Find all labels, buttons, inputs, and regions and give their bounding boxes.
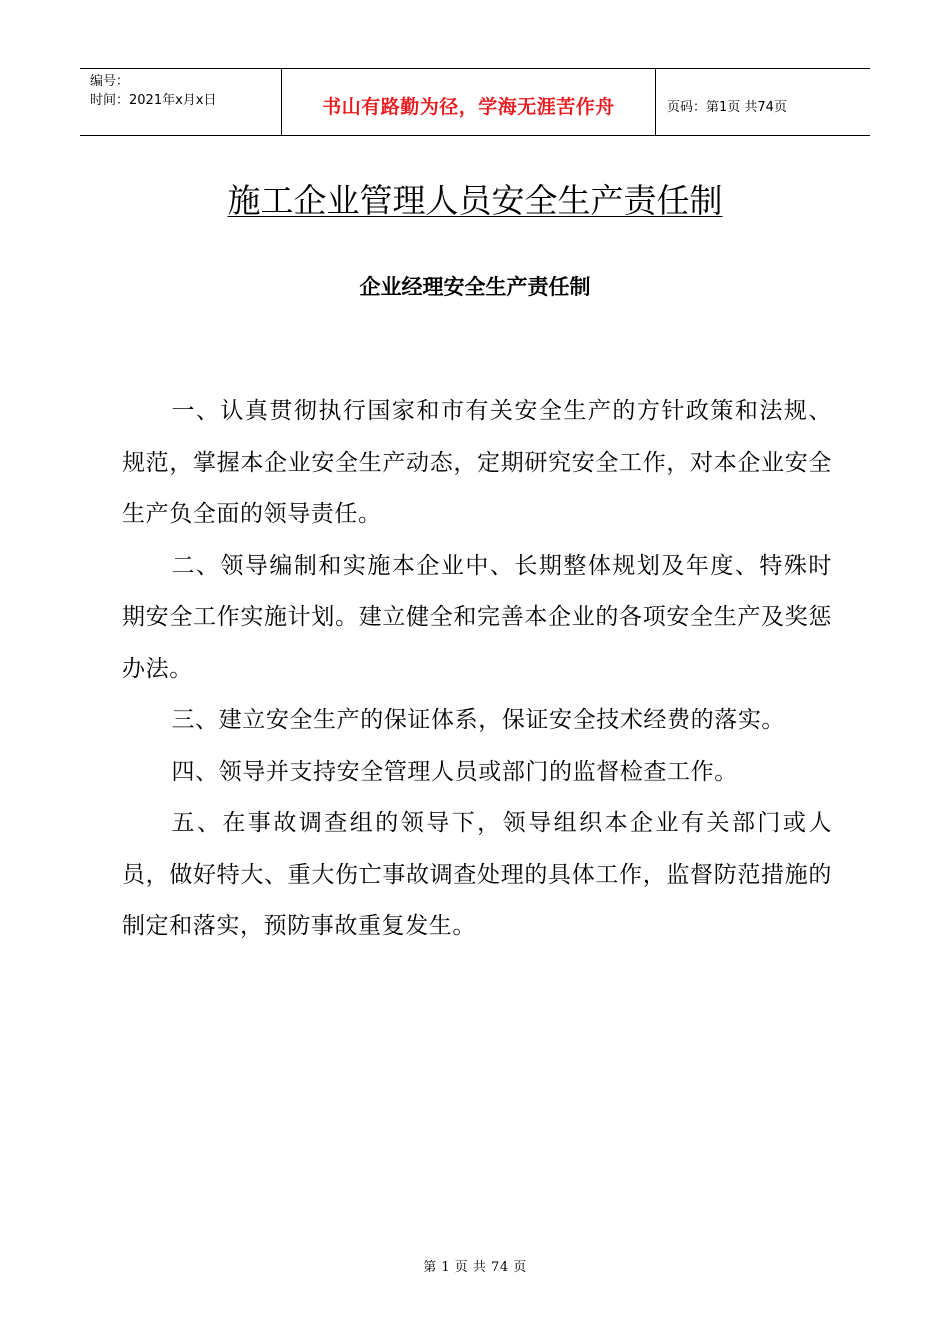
body-paragraph-3: 三、建立安全生产的保证体系，保证安全技术经费的落实。: [171, 707, 786, 733]
header-number-label: 编号：: [90, 74, 130, 89]
document-body: [122, 386, 832, 953]
body-paragraph-5: 五、在事故调查组的领导下，领导组织本企业有关部门或人员，做好特大、重大伤亡事故调查处理的具体工作，监督防范措施的制定和落实，预防事故重复发生。: [122, 810, 832, 939]
document-header: [80, 68, 870, 136]
document-title: [0, 178, 950, 224]
body-paragraph-1: 一、认真贯彻执行国家和市有关安全生产的方针政策和法规、规范，掌握本企业安全生产动态，定期研究安全工作，对本企业安全生产负全面的领导责任。: [122, 398, 832, 527]
header-meta-cell: [80, 69, 282, 135]
header-motto: 书山有路勤为径，学海无涯苦作舟: [282, 69, 656, 135]
page-footer: 第 1 页 共 74 页: [423, 1260, 527, 1275]
body-paragraph-4: 四、领导并支持安全管理人员或部门的监督检查工作。: [171, 758, 738, 785]
body-paragraph-2: 二、领导编制和实施本企业中、长期整体规划及年度、特殊时期安全工作实施计划。建立健全和完善本企业的各项安全生产及奖惩办法。: [122, 552, 832, 682]
document-title-text: 施工企业管理人员安全生产责任制: [227, 181, 723, 220]
document-subtitle: 企业经理安全生产责任制: [359, 275, 591, 299]
header-page-info: 页码：第1页 共74页: [667, 99, 787, 115]
header-time-label: 时间：2021年x月x日: [90, 93, 217, 108]
